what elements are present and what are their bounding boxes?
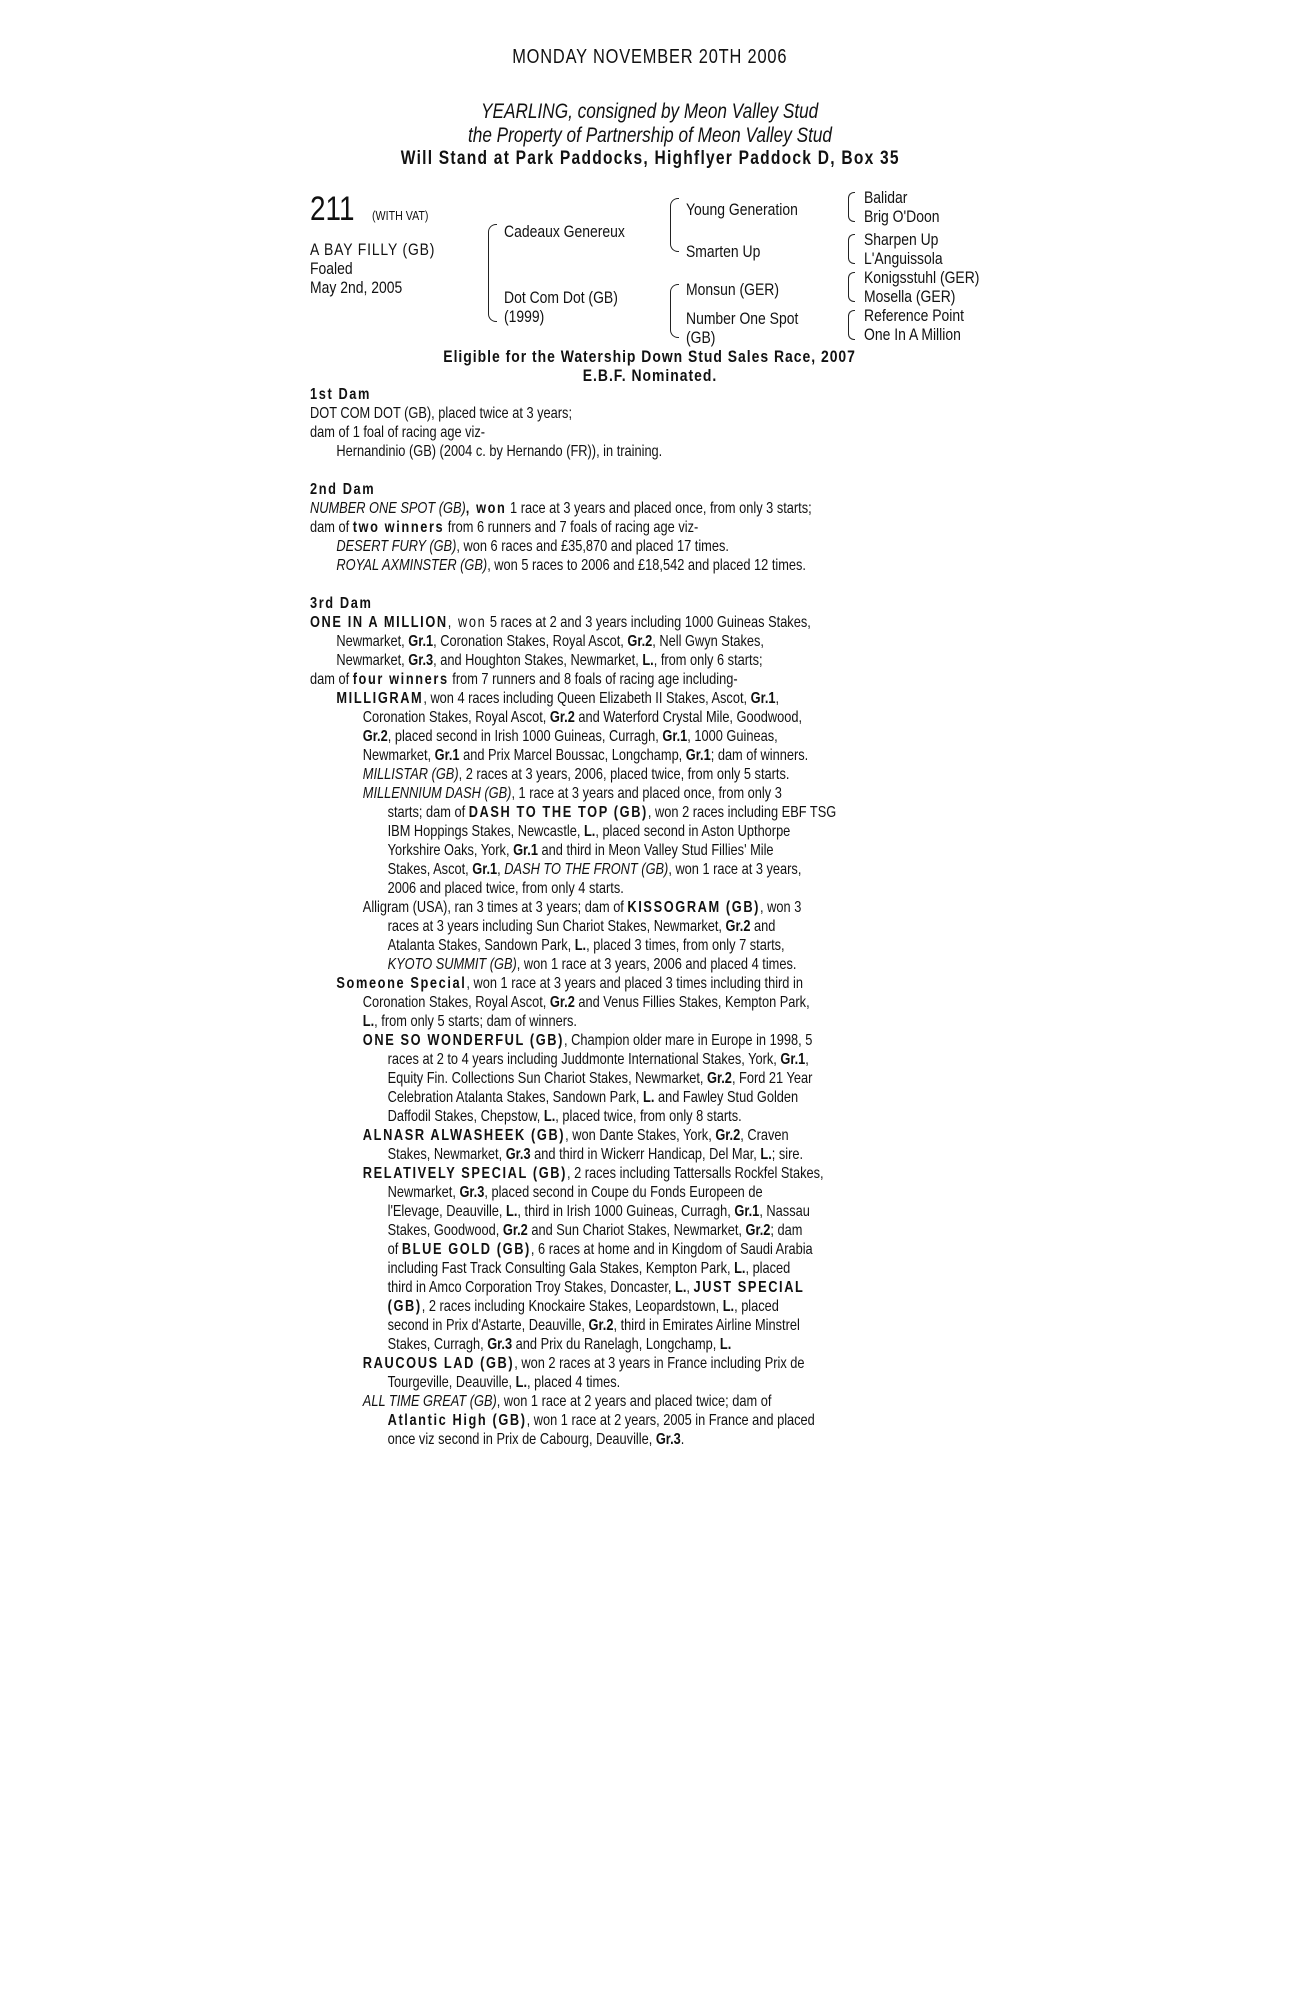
third-dam-line: Coronation Stakes, Royal Ascot, Gr.2 and Waterford Crystal Mile, Goodwood,	[362, 709, 803, 726]
third-dam-line: ALL TIME GREAT (GB), won 1 race at 2 years and placed twice; dam of	[362, 1393, 772, 1410]
third-dam-line: Stakes, Newmarket, Gr.3 and third in Wickerr Handicap, Del Mar, L.; sire.	[387, 1146, 804, 1163]
dds: Reference Point	[864, 306, 964, 325]
third-dam-line: 2006 and placed twice, from only 4 starts.	[387, 880, 624, 897]
vat-note: (WITH VAT)	[372, 208, 429, 223]
first-dam-heading: 1st Dam	[310, 386, 371, 403]
third-dam-line: Newmarket, Gr.3, placed second in Coupe du Fonds Europeen de	[387, 1184, 763, 1201]
first-dam-line: Hernandinio (GB) (2004 c. by Hernando (FR)), in training.	[336, 443, 663, 460]
third-dam-line: races at 2 to 4 years including Juddmonte International Stakes, York, Gr.1,	[387, 1051, 809, 1068]
third-dam-line: Newmarket, Gr.3, and Houghton Stakes, Newmarket, L., from only 6 starts;	[336, 652, 763, 669]
sire-parents-brace	[670, 198, 679, 252]
eligible-line: Eligible for the Watership Down Stud Sales Race, 2007	[443, 347, 857, 366]
first-dam-line: DOT COM DOT (GB), placed twice at 3 years;	[310, 405, 572, 422]
property-line: the Property of Partnership of Meon Valley Stud	[467, 124, 833, 147]
third-dam-line: Newmarket, Gr.1, Coronation Stakes, Royal Ascot, Gr.2, Nell Gwyn Stakes,	[336, 633, 764, 650]
third-dam-line: Equity Fin. Collections Sun Chariot Stakes, Newmarket, Gr.2, Ford 21 Year	[387, 1070, 813, 1087]
second-dam-line: ROYAL AXMINSTER (GB), won 5 races to 2006 and £18,542 and placed 12 times.	[336, 557, 806, 574]
third-dam-line: third in Amco Corporation Troy Stakes, Doncaster, L., JUST SPECIAL	[387, 1279, 805, 1296]
ebf-line: E.B.F. Nominated.	[582, 366, 718, 385]
sss: Balidar	[864, 188, 908, 207]
third-dam-line: ALNASR ALWASHEEK (GB), won Dante Stakes, York, Gr.2, Craven	[362, 1127, 789, 1144]
third-dam-line: second in Prix d'Astarte, Deauville, Gr.2, third in Emirates Airline Minstrel	[387, 1317, 800, 1334]
sire-sire: Young Generation	[686, 200, 798, 219]
g3-brace-1	[848, 192, 855, 222]
foaled-label: Foaled	[310, 259, 353, 278]
third-dam-line: dam of four winners from 7 runners and 8 foals of racing age including-	[310, 671, 738, 688]
second-dam-line: dam of two winners from 6 runners and 7 foals of racing age viz-	[310, 519, 699, 536]
sire: Cadeaux Genereux	[504, 222, 625, 241]
g3-brace-4	[848, 310, 855, 340]
foaled-date: May 2nd, 2005	[310, 278, 403, 297]
ssd: Brig O'Doon	[864, 207, 940, 226]
sale-date: MONDAY NOVEMBER 20TH 2006	[512, 46, 788, 68]
sdd: L'Anguissola	[864, 249, 943, 268]
dam-section	[310, 385, 990, 1449]
third-dam-line: l'Elevage, Deauville, L., third in Irish 1000 Guineas, Curragh, Gr.1, Nassau	[387, 1203, 810, 1220]
g3-brace-2	[848, 234, 855, 264]
third-dam-line: Stakes, Ascot, Gr.1, DASH TO THE FRONT (GB), won 1 race at 3 years,	[387, 861, 802, 878]
third-dam-line: Daffodil Stakes, Chepstow, L., placed twice, from only 8 starts.	[387, 1108, 742, 1125]
sds: Sharpen Up	[864, 230, 939, 249]
third-dam-line: Atlantic High (GB), won 1 race at 2 years, 2005 in France and placed	[387, 1412, 815, 1429]
third-dam-line: MILLENNIUM DASH (GB), 1 race at 3 years and placed once, from only 3	[362, 785, 782, 802]
third-dam-line: Yorkshire Oaks, York, Gr.1 and third in Meon Valley Stud Fillies' Mile	[387, 842, 774, 859]
second-dam-heading: 2nd Dam	[310, 481, 376, 498]
third-dam-line: Someone Special, won 1 race at 3 years and placed 3 times including third in	[336, 975, 803, 992]
dam-parents-brace	[670, 284, 679, 338]
third-dam-line: ONE SO WONDERFUL (GB), Champion older mare in Europe in 1998, 5	[362, 1032, 813, 1049]
dsd: Mosella (GER)	[864, 287, 956, 306]
third-dam-line: Stakes, Goodwood, Gr.2 and Sun Chariot Stakes, Newmarket, Gr.2; dam	[387, 1222, 803, 1239]
third-dam-line: Tourgeville, Deauville, L., placed 4 times.	[387, 1374, 621, 1391]
lot-number: 211	[310, 190, 355, 228]
third-dam-heading: 3rd Dam	[310, 595, 373, 612]
third-dam-line: once viz second in Prix de Cabourg, Deauville, Gr.3.	[387, 1431, 685, 1448]
third-dam-line: L., from only 5 starts; dam of winners.	[362, 1013, 577, 1030]
third-dam-line: Atalanta Stakes, Sandown Park, L., placed 3 times, from only 7 starts,	[387, 937, 785, 954]
sire-dam-brace	[488, 224, 497, 322]
dam-sire: Monsun (GER)	[686, 280, 779, 299]
third-dam-lines	[310, 613, 990, 1449]
first-dam-line: dam of 1 foal of racing age viz-	[310, 424, 486, 441]
third-dam-line: MILLISTAR (GB), 2 races at 3 years, 2006, placed twice, from only 5 starts.	[362, 766, 790, 783]
third-dam-line: IBM Hoppings Stakes, Newcastle, L., placed second in Aston Upthorpe	[387, 823, 791, 840]
dam-year: (1999)	[504, 307, 545, 326]
third-dam-line: KYOTO SUMMIT (GB), won 1 race at 3 years, 2006 and placed 4 times.	[387, 956, 797, 973]
third-dam-line: including Fast Track Consulting Gala Stakes, Kempton Park, L., placed	[387, 1260, 791, 1277]
third-dam-line: races at 3 years including Sun Chariot Stakes, Newmarket, Gr.2 and	[387, 918, 776, 935]
third-dam-line: Stakes, Curragh, Gr.3 and Prix du Ranelagh, Longchamp, L.	[387, 1336, 732, 1353]
pedigree-table	[310, 188, 1010, 348]
stand-line: Will Stand at Park Paddocks, Highflyer Paddock D, Box 35	[400, 148, 900, 169]
third-dam-line: Newmarket, Gr.1 and Prix Marcel Boussac, Longchamp, Gr.1; dam of winners.	[362, 747, 809, 764]
lot-description: A BAY FILLY (GB)	[310, 240, 436, 259]
sire-dam: Smarten Up	[686, 242, 761, 261]
third-dam-line: Celebration Atalanta Stakes, Sandown Park, L. and Fawley Stud Golden	[387, 1089, 799, 1106]
dam-dam-line1: Number One Spot	[686, 309, 799, 328]
third-dam-line: Coronation Stakes, Royal Ascot, Gr.2 and Venus Fillies Stakes, Kempton Park,	[362, 994, 810, 1011]
dam-dam-line2: (GB)	[686, 328, 716, 347]
third-dam-line: Alligram (USA), ran 3 times at 3 years; dam of KISSOGRAM (GB), won 3	[362, 899, 802, 916]
third-dam-line: RAUCOUS LAD (GB), won 2 races at 3 years in France including Prix de	[362, 1355, 805, 1372]
dam-name: Dot Com Dot (GB)	[504, 288, 618, 307]
g3-brace-3	[848, 272, 855, 302]
third-dam-line: RELATIVELY SPECIAL (GB), 2 races including Tattersalls Rockfel Stakes,	[362, 1165, 824, 1182]
third-dam-line: Gr.2, placed second in Irish 1000 Guineas, Curragh, Gr.1, 1000 Guineas,	[362, 728, 778, 745]
third-dam-line: starts; dam of DASH TO THE TOP (GB), won 2 races including EBF TSG	[387, 804, 837, 821]
third-dam-line: MILLIGRAM, won 4 races including Queen Elizabeth II Stakes, Ascot, Gr.1,	[336, 690, 780, 707]
ddd: One In A Million	[864, 325, 961, 344]
third-dam-line: ONE IN A MILLION, won 5 races at 2 and 3 years including 1000 Guineas Stakes,	[310, 614, 811, 631]
second-dam-line: NUMBER ONE SPOT (GB), won 1 race at 3 years and placed once, from only 3 starts;	[310, 500, 812, 517]
third-dam-line: of BLUE GOLD (GB), 6 races at home and in Kingdom of Saudi Arabia	[387, 1241, 813, 1258]
second-dam-line: DESERT FURY (GB), won 6 races and £35,870 and placed 17 times.	[336, 538, 729, 555]
dss: Konigsstuhl (GER)	[864, 268, 980, 287]
consignor-line: YEARLING, consigned by Meon Valley Stud	[481, 100, 819, 123]
third-dam-line: (GB), 2 races including Knockaire Stakes, Leopardstown, L., placed	[387, 1298, 779, 1315]
